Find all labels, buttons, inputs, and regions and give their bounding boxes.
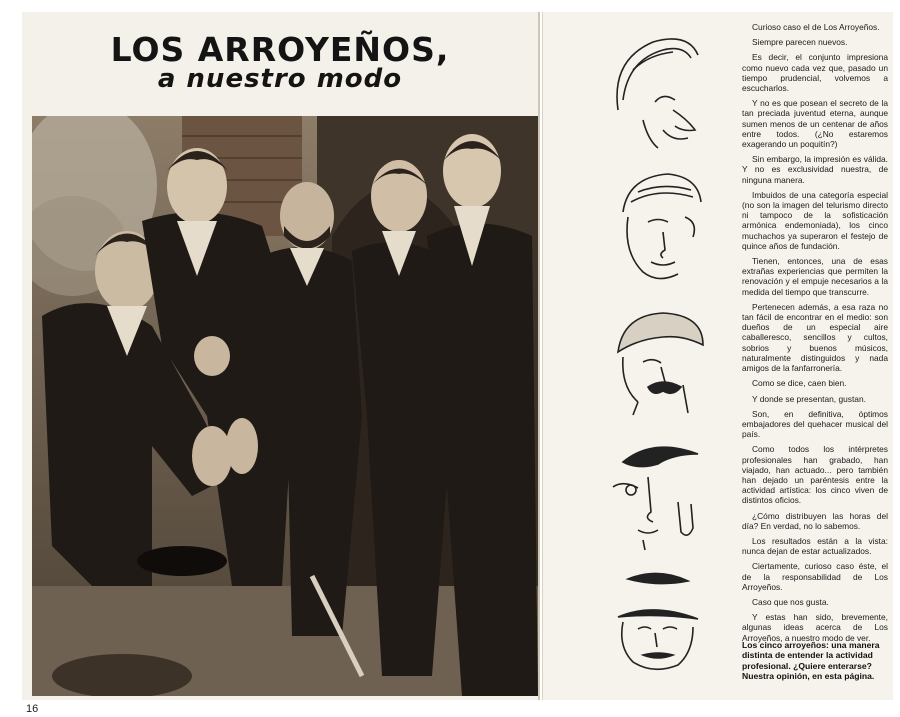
paragraph: Y donde se presentan, gustan. xyxy=(752,393,866,404)
caricature-5-illustration xyxy=(603,567,713,677)
right-page xyxy=(542,12,893,700)
paragraph: Sin embargo, la impresión es válida. Y no es exclusividad nuestra, de ninguna manera. xyxy=(742,154,888,185)
caricature-1-illustration xyxy=(603,30,713,150)
paragraph: Es decir, el conjunto impresiona como nuevo cada vez que, pasado un tiempo prudencial, volvemos a escucharlos. xyxy=(742,52,888,94)
paragraph: ¿Cómo distribuyen las horas del día? En verdad, no lo sabemos. xyxy=(742,510,888,531)
paragraph: Los resultados están a la vista: nunca dejan de estar actualizados. xyxy=(742,535,888,557)
group-photo-image xyxy=(32,116,538,696)
photo-caption: Los cinco arroyeños: una manera distinta de entender la actividad profesional. ¿Quiere enterarse? Nuestra opinión, en esta página. xyxy=(742,640,880,682)
page-number: 16 xyxy=(26,703,39,715)
paragraph: Caso que nos gusta. xyxy=(752,596,829,607)
paragraph: Siempre parecen nuevos. xyxy=(752,37,848,48)
paragraph: Son, en definitiva, óptimos embajadores del quehacer musical del país. xyxy=(742,408,888,440)
caricature-4-illustration xyxy=(603,432,713,552)
article-title: LOS ARROYEÑOS, xyxy=(110,30,450,69)
paragraph: Tienen, entonces, una de esas extrañas experiencias que permiten la renovación y el empuje necesarios a la medida del tiempo que transcurre. xyxy=(742,256,888,297)
paragraph: Como todos los intérpretes profesionales han grabado, han viajado, han actuado... pero también han dejado un paréntesis entre la actividad artística: los cinco viven de distintos oficios. xyxy=(742,444,888,506)
group-photo xyxy=(32,116,538,696)
caricature-2-illustration xyxy=(603,162,713,287)
paragraph: Como se dice, caen bien. xyxy=(752,378,847,389)
paragraph: Y no es que posean el secreto de la tan preciada juventud eterna, aunque sumen menos de un centenar de años entre todos. (¿No estaremos exagerando un poquitín?) xyxy=(742,98,888,150)
paragraph: Y estas han sido, brevemente, algunas ideas acerca de Los Arroyeños, a nuestro modo de ver. xyxy=(742,612,888,643)
caricature-3-illustration xyxy=(603,307,713,417)
left-page xyxy=(22,12,540,700)
article-subtitle: a nuestro modo xyxy=(157,64,403,94)
paragraph: Curioso caso el de Los Arroyeños. xyxy=(752,22,880,32)
paragraph: Imbuidos de una categoría especial (no son la imagen del telurismo directo ni tampoco de la sofisticación armónica endemoniada), los cinco muchachos ya superaron el festejo de quince años de fundación. xyxy=(742,189,888,251)
paragraph: Pertenecen además, a esa raza no tan fácil de encontrar en el medio: son dueños de un especial aire caballeresco, sencillos y cultos, sobrios y buenos músicos, naturalmente distinguidos y nada amigos de la fanfarronería. xyxy=(742,301,888,374)
article-body xyxy=(742,22,888,648)
paragraph: Ciertamente, curioso caso éste, el de la responsabilidad de Los Arroyeños. xyxy=(742,561,888,592)
